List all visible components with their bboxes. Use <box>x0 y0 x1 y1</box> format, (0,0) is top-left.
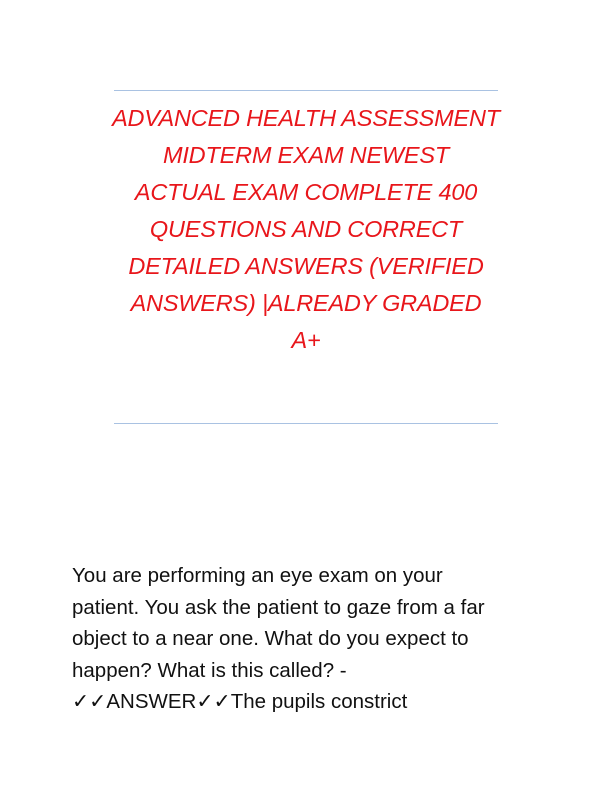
title-line: A+ <box>291 327 321 353</box>
checkmark-icon: ✓✓ <box>72 689 107 713</box>
title-line: DETAILED ANSWERS (VERIFIED <box>128 253 484 279</box>
question-line: happen? What is this called? - <box>72 658 347 682</box>
checkmark-icon: ✓✓ <box>196 689 231 713</box>
question-line: You are performing an eye exam on your <box>72 564 443 587</box>
answer-line <box>72 686 542 718</box>
title-line: QUESTIONS AND CORRECT <box>149 216 463 242</box>
answer-label: ANSWER <box>106 690 197 713</box>
question-block <box>72 560 542 718</box>
top-divider <box>114 90 498 91</box>
title-line: ANSWERS) |ALREADY GRADED <box>130 290 482 316</box>
question-line: patient. You ask the patient to gaze from a far <box>72 595 485 619</box>
bottom-divider <box>114 423 498 424</box>
title-line: MIDTERM EXAM NEWEST <box>162 142 450 168</box>
question-line: object to a near one. What do you expect to <box>72 627 469 650</box>
title-line: ADVANCED HEALTH ASSESSMENT <box>112 105 500 131</box>
answer-text: The pupils constrict <box>230 690 408 713</box>
document-title <box>110 100 502 359</box>
title-line: ACTUAL EXAM COMPLETE 400 <box>134 179 478 205</box>
